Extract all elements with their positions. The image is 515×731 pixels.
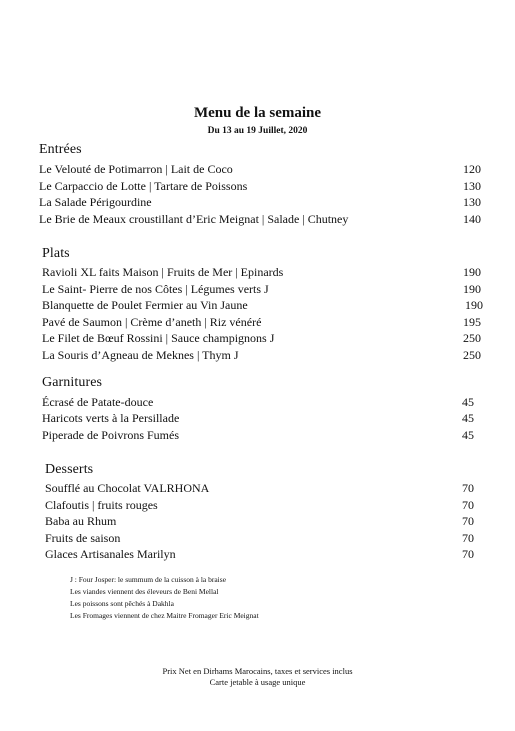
footnote: Les viandes viennent des éleveurs de Beni Mellal	[70, 587, 219, 596]
menu-item-price: 70	[462, 514, 474, 528]
menu-item: Soufflé au Chocolat VALRHONA	[45, 481, 210, 495]
menu-item: Haricots verts à la Persillade	[42, 411, 180, 425]
menu-item-price: 70	[462, 547, 474, 561]
menu-item-price: 190	[463, 282, 481, 296]
menu-item-price: 130	[463, 179, 481, 193]
menu-item-price: 140	[463, 212, 481, 226]
menu-item: Écrasé de Patate-douce	[42, 395, 154, 409]
menu-item-price: 45	[462, 428, 474, 442]
menu-item-price: 70	[462, 531, 474, 545]
section-heading-desserts: Desserts	[45, 462, 94, 477]
menu-item-price: 190	[463, 265, 481, 279]
menu-item-price: 70	[462, 498, 474, 512]
menu-item-price: 190	[465, 298, 483, 312]
menu-item: Le Carpaccio de Lotte | Tartare de Poissons	[39, 179, 248, 193]
menu-item-price: 250	[463, 331, 481, 345]
menu-item: La Souris d’Agneau de Meknes | Thym J	[42, 348, 239, 362]
menu-item-price: 130	[463, 195, 481, 209]
menu-item: Glaces Artisanales Marilyn	[45, 547, 176, 561]
menu-title: Menu de la semaine	[193, 105, 322, 121]
menu-item: Clafoutis | fruits rouges	[45, 498, 158, 512]
menu-item: Baba au Rhum	[45, 514, 117, 528]
menu-item-price: 250	[463, 348, 481, 362]
menu-date-range: Du 13 au 19 Juillet, 2020	[207, 126, 308, 136]
section-heading-entrees: Entrées	[39, 142, 82, 157]
menu-item-price: 120	[463, 162, 481, 176]
menu-item: Le Filet de Bœuf Rossini | Sauce champignons J	[42, 331, 275, 345]
disposable-menu-note: Carte jetable à usage unique	[209, 677, 306, 687]
section-heading-plats: Plats	[42, 246, 70, 261]
menu-item: Fruits de saison	[45, 531, 121, 545]
menu-item: Piperade de Poivrons Fumés	[42, 428, 179, 442]
menu-item: Pavé de Saumon | Crème d’aneth | Riz vénéré	[42, 315, 262, 329]
menu-item: La Salade Périgourdine	[39, 195, 152, 209]
menu-item: Le Velouté de Potimarron | Lait de Coco	[39, 162, 233, 176]
menu-item: Blanquette de Poulet Fermier au Vin Jaune	[42, 298, 248, 312]
menu-item-price: 195	[463, 315, 481, 329]
menu-item-price: 70	[462, 481, 474, 495]
menu-item: Le Brie de Meaux croustillant d’Eric Meignat | Salade | Chutney	[39, 212, 349, 226]
menu-item: Le Saint- Pierre de nos Côtes | Légumes verts J	[42, 282, 269, 296]
menu-item: Ravioli XL faits Maison | Fruits de Mer | Epinards	[42, 265, 284, 279]
section-heading-garnitures: Garnitures	[42, 375, 103, 390]
footnote: Les Fromages viennent de chez Maitre Fromager Eric Meignat	[70, 611, 259, 620]
footnote: J : Four Josper: le summum de la cuisson à la braise	[70, 575, 227, 584]
price-disclaimer: Prix Net en Dirhams Marocains, taxes et services inclus	[162, 666, 353, 676]
menu-item-price: 45	[462, 411, 474, 425]
menu-item-price: 45	[462, 395, 474, 409]
footnote: Les poissons sont pêchés à Dakhla	[70, 599, 174, 608]
